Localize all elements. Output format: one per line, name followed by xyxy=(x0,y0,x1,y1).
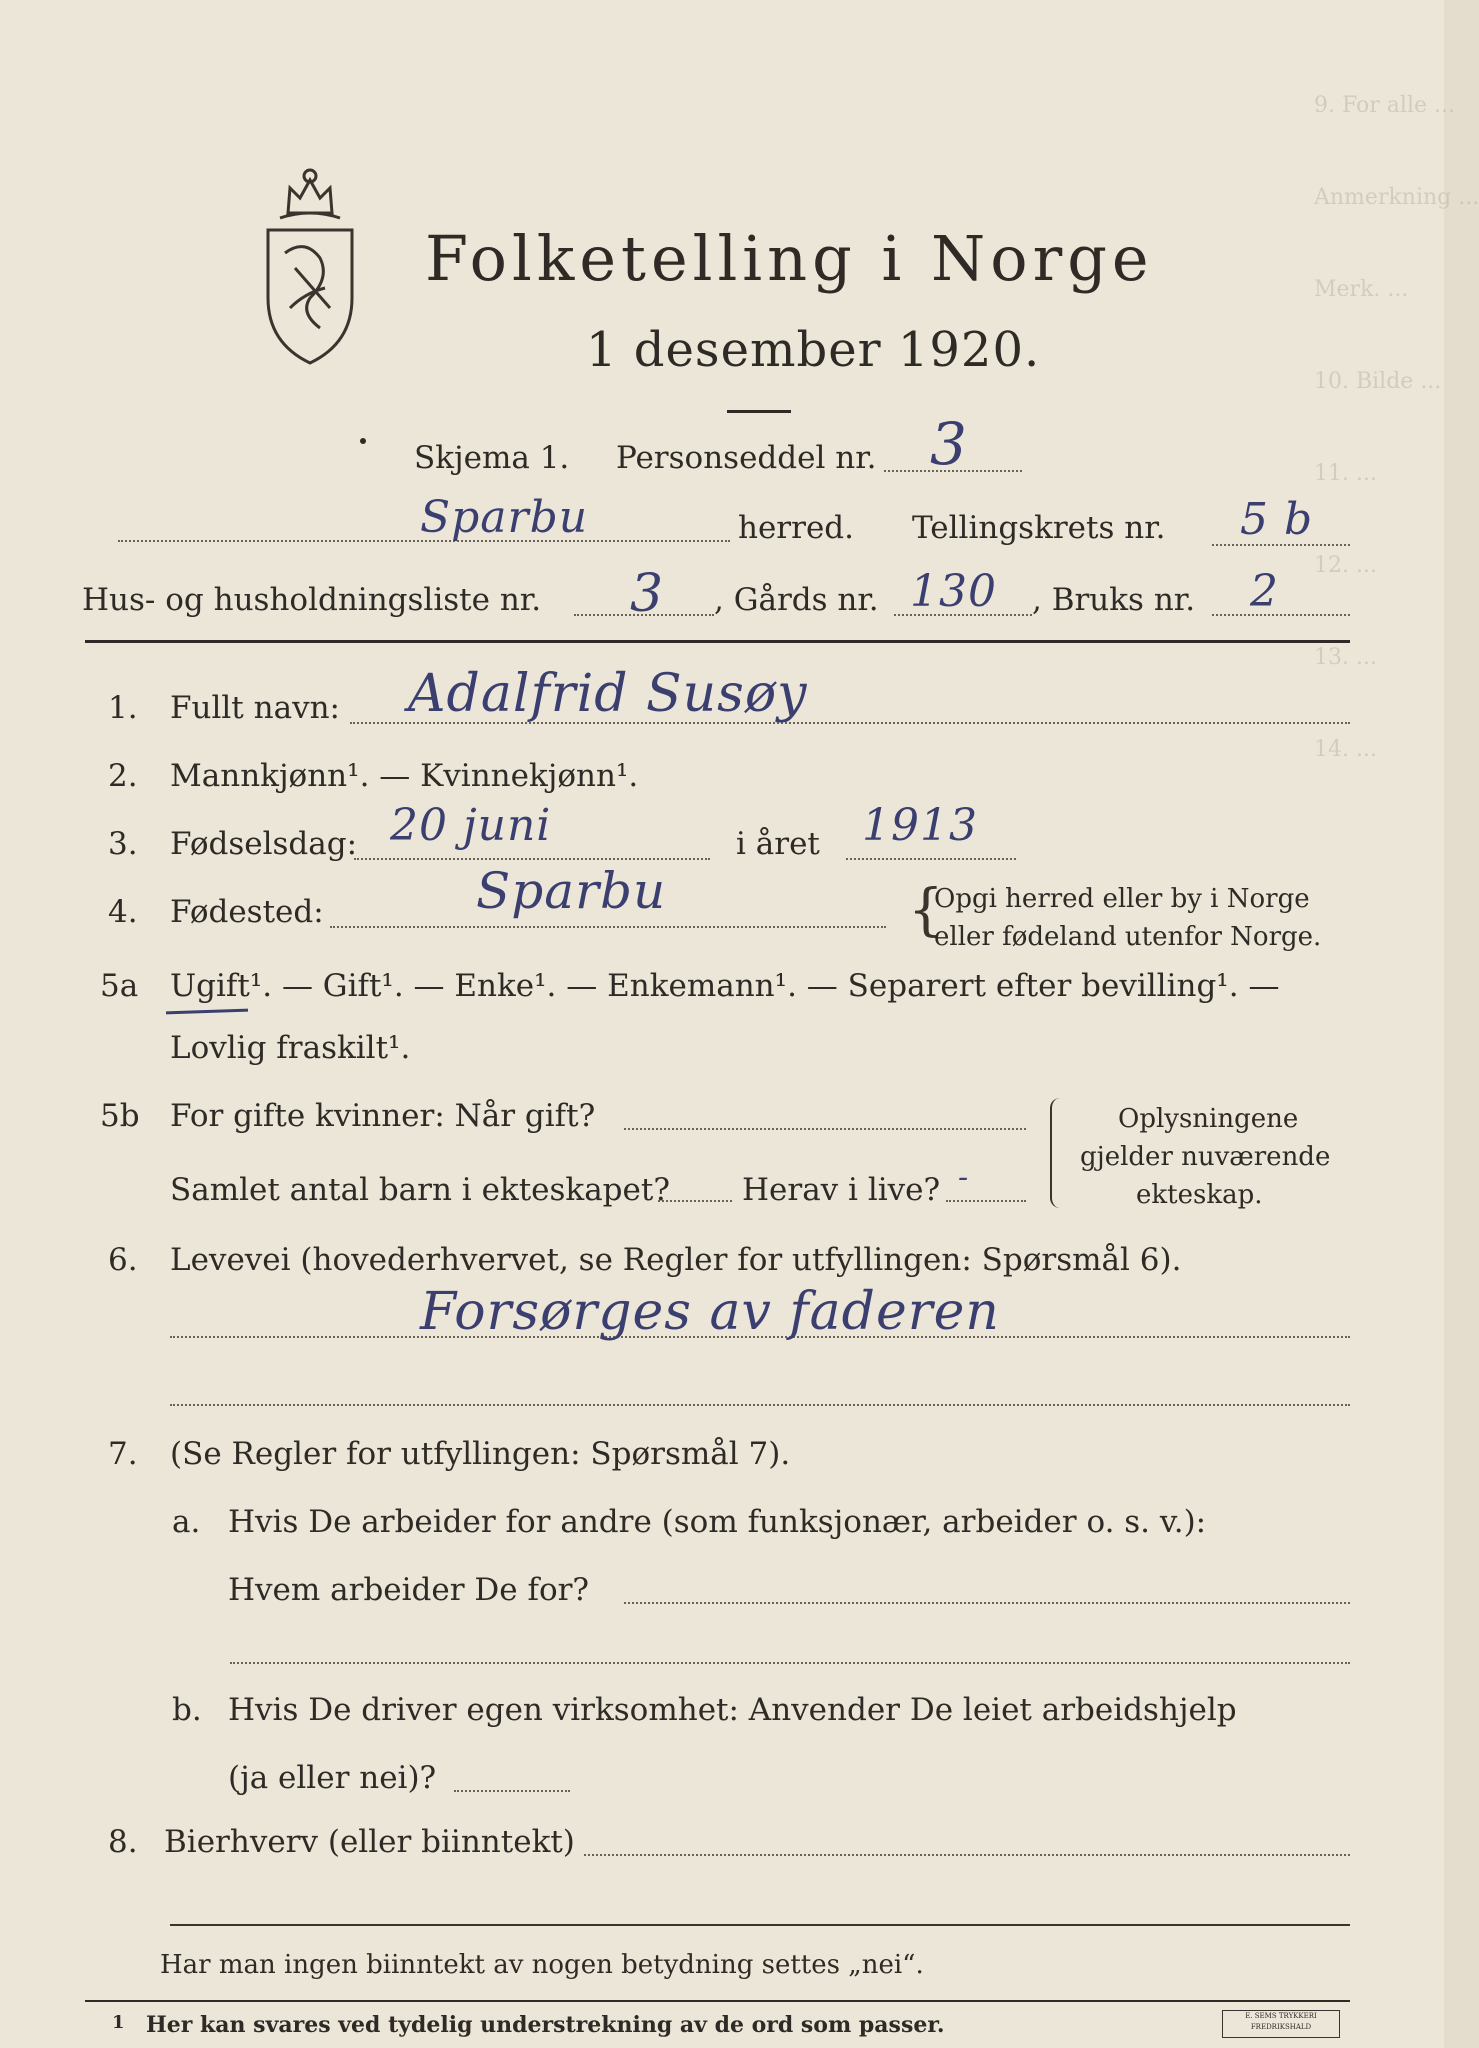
when-married-line xyxy=(624,1128,1026,1130)
full-name-value[interactable]: Adalfrid Susøy xyxy=(408,664,808,724)
sex-options[interactable]: Mannkjønn¹. — Kvinnekjønn¹. xyxy=(170,758,639,794)
herred-label: herred. xyxy=(738,510,854,546)
alive-line xyxy=(946,1200,1026,1202)
q7a-line2: Hvem arbeider De for? xyxy=(228,1572,590,1608)
q7b-line2: (ja eller nei)? xyxy=(228,1760,437,1796)
ink-dot xyxy=(360,438,366,444)
hired-help-line xyxy=(454,1790,570,1792)
q5b-children-label: Samlet antal barn i ekteskapet? xyxy=(170,1172,670,1208)
q8-number: 8. xyxy=(108,1824,138,1860)
q4-label: Fødested: xyxy=(170,894,324,930)
q4-number: 4. xyxy=(108,894,138,930)
q7b-letter: b. xyxy=(172,1692,202,1728)
herred-value[interactable]: Sparbu xyxy=(420,492,589,543)
hus-value[interactable]: 3 xyxy=(630,564,665,624)
q3-number: 3. xyxy=(108,826,138,862)
birthyear-value[interactable]: 1913 xyxy=(862,800,978,851)
footnote-rule xyxy=(85,2000,1350,2002)
skjema-label: Skjema 1. xyxy=(414,440,570,476)
occupation-value[interactable]: Forsørges av faderen xyxy=(420,1282,1000,1342)
q1-number: 1. xyxy=(108,690,138,726)
q5b-note-2: gjelder nuværende xyxy=(1080,1142,1331,1172)
birthyear-label: i året xyxy=(736,826,820,862)
q4-note-2: eller fødeland utenfor Norge. xyxy=(934,922,1322,952)
q3-label: Fødselsdag: xyxy=(170,826,358,862)
marital-status-options-2[interactable]: Lovlig fraskilt¹. xyxy=(170,1030,411,1066)
census-date: 1 desember 1920. xyxy=(586,322,1041,378)
side-income-line xyxy=(584,1854,1350,1856)
alive-value[interactable]: - xyxy=(958,1160,970,1195)
form-title: Folketelling i Norge xyxy=(425,222,1154,295)
q5b-line1: For gifte kvinner: Når gift? xyxy=(170,1098,596,1134)
q1-label: Fullt navn: xyxy=(170,690,340,726)
footnote-text: Her kan svares ved tydelig understrekning av de ord som passer. xyxy=(146,2012,945,2038)
q2-number: 2. xyxy=(108,758,138,794)
q5b-brace xyxy=(1050,1098,1062,1208)
q8-label: Bierhverv (eller biinntekt) xyxy=(164,1824,575,1860)
title-divider xyxy=(727,410,791,413)
footnote-mark: 1 xyxy=(112,2012,125,2033)
q7-number: 7. xyxy=(108,1436,138,1472)
employer-line-1 xyxy=(624,1602,1350,1604)
q7a-line1: Hvis De arbeider for andre (som funksjonær, arbeider o. s. v.): xyxy=(228,1504,1207,1540)
header-rule xyxy=(85,640,1350,643)
q4-brace: { xyxy=(908,878,944,943)
birthdate-value[interactable]: 20 juni xyxy=(390,800,552,851)
coat-of-arms-icon xyxy=(250,158,370,368)
q7b-line1: Hvis De driver egen virksomhet: Anvender De leiet arbeidshjelp xyxy=(228,1692,1237,1728)
children-line xyxy=(658,1200,732,1202)
birthplace-line xyxy=(330,926,886,928)
q4-note-1: Opgi herred eller by i Norge xyxy=(934,884,1310,914)
gards-label: , Gårds nr. xyxy=(714,582,879,618)
q6-label: Levevei (hovederhvervet, se Regler for utfyllingen: Spørsmål 6). xyxy=(170,1242,1182,1278)
bruks-line xyxy=(1212,614,1350,616)
tellingskrets-label: Tellingskrets nr. xyxy=(912,510,1166,546)
gards-value[interactable]: 130 xyxy=(910,566,997,617)
q5a-number: 5a xyxy=(100,968,139,1004)
q5b-alive-label: Herav i live? xyxy=(742,1172,941,1208)
occupation-line-2 xyxy=(170,1404,1350,1406)
birthdate-line xyxy=(354,858,710,860)
bruks-label: , Bruks nr. xyxy=(1032,582,1196,618)
q7a-letter: a. xyxy=(172,1504,201,1540)
personseddel-label: Personseddel nr. xyxy=(616,440,877,476)
birthplace-value[interactable]: Sparbu xyxy=(476,862,667,920)
printer-mark: E. SEMS TRYKKERI FREDRIKSHALD xyxy=(1222,2010,1340,2038)
ugift-underline xyxy=(166,1009,248,1015)
bottom-rule xyxy=(170,1924,1350,1926)
q5b-note-3: ekteskap. xyxy=(1136,1180,1263,1210)
employer-line-2 xyxy=(230,1662,1350,1664)
personseddel-value[interactable]: 3 xyxy=(930,410,968,478)
tellingskrets-value[interactable]: 5 b xyxy=(1240,494,1314,545)
q5b-number: 5b xyxy=(100,1098,140,1134)
birthyear-line xyxy=(846,858,1016,860)
hus-label: Hus- og husholdningsliste nr. xyxy=(82,582,542,618)
q7-label: (Se Regler for utfyllingen: Spørsmål 7). xyxy=(170,1436,791,1472)
bruks-value[interactable]: 2 xyxy=(1250,566,1279,617)
footer-note: Har man ingen biinntekt av nogen betydning settes „nei“. xyxy=(160,1950,924,1980)
bleed-through-text: 9. For alle ... Anmerkning ... Merk. ... 10. Bilde ... 11. ... 12. ... 13. ... 14. ... xyxy=(1314,93,1479,762)
marital-status-options[interactable]: Ugift¹. — Gift¹. — Enke¹. — Enkemann¹. — Separert efter bevilling¹. — xyxy=(170,968,1280,1004)
q6-number: 6. xyxy=(108,1242,138,1278)
q5b-note-1: Oplysningene xyxy=(1118,1104,1299,1134)
